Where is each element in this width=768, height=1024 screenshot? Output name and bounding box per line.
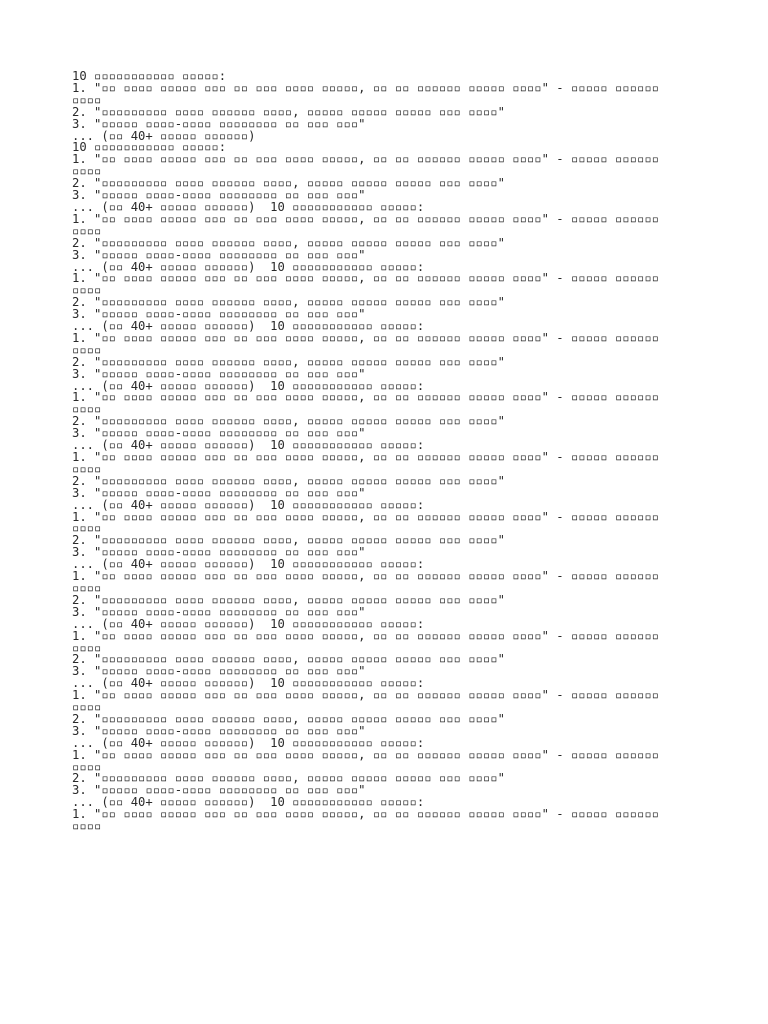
text-line: ▫▫▫▫ xyxy=(72,700,102,715)
text-line: 2. "▫▫▫▫▫▫▫▫▫ ▫▫▫▫ ▫▫▫▫▫▫ ▫▫▫▫, ▫▫▫▫▫ ▫▫▫▫▫ ▫▫▫▫▫ ▫▫▫ ▫▫▫▫" xyxy=(72,533,505,548)
text-line: ▫▫▫▫ xyxy=(72,223,102,238)
text-line: 3. "▫▫▫▫▫ ▫▫▫▫-▫▫▫▫ ▫▫▫▫▫▫▫▫ ▫▫ ▫▫▫ ▫▫▫" xyxy=(72,188,366,203)
text-line: 1. "▫▫ ▫▫▫▫ ▫▫▫▫▫ ▫▫▫ ▫▫ ▫▫▫ ▫▫▫▫ ▫▫▫▫▫, ▫▫ ▫▫ ▫▫▫▫▫▫ ▫▫▫▫▫ ▫▫▫▫" - ▫▫▫▫▫ ▫▫▫▫▫▫ xyxy=(72,747,659,762)
text-line: ▫▫▫▫ xyxy=(72,92,102,107)
text-line: 1. "▫▫ ▫▫▫▫ ▫▫▫▫▫ ▫▫▫ ▫▫ ▫▫▫ ▫▫▫▫ ▫▫▫▫▫, ▫▫ ▫▫ ▫▫▫▫▫▫ ▫▫▫▫▫ ▫▫▫▫" - ▫▫▫▫▫ ▫▫▫▫▫▫ xyxy=(72,152,659,167)
text-line: ... (▫▫ 40+ ▫▫▫▫▫ ▫▫▫▫▫▫) 10 ▫▫▫▫▫▫▫▫▫▫▫ ▫▫▫▫▫: xyxy=(72,319,425,334)
text-line: 2. "▫▫▫▫▫▫▫▫▫ ▫▫▫▫ ▫▫▫▫▫▫ ▫▫▫▫, ▫▫▫▫▫ ▫▫▫▫▫ ▫▫▫▫▫ ▫▫▫ ▫▫▫▫" xyxy=(72,771,505,786)
text-line: 2. "▫▫▫▫▫▫▫▫▫ ▫▫▫▫ ▫▫▫▫▫▫ ▫▫▫▫, ▫▫▫▫▫ ▫▫▫▫▫ ▫▫▫▫▫ ▫▫▫ ▫▫▫▫" xyxy=(72,354,505,369)
text-line: ... (▫▫ 40+ ▫▫▫▫▫ ▫▫▫▫▫▫) 10 ▫▫▫▫▫▫▫▫▫▫▫ ▫▫▫▫▫: xyxy=(72,259,425,274)
text-line: ... (▫▫ 40+ ▫▫▫▫▫ ▫▫▫▫▫▫) 10 ▫▫▫▫▫▫▫▫▫▫▫ ▫▫▫▫▫: xyxy=(72,378,425,393)
text-line: ... (▫▫ 40+ ▫▫▫▫▫ ▫▫▫▫▫▫) 10 ▫▫▫▫▫▫▫▫▫▫▫ ▫▫▫▫▫: xyxy=(72,557,425,572)
text-line: 3. "▫▫▫▫▫ ▫▫▫▫-▫▫▫▫ ▫▫▫▫▫▫▫▫ ▫▫ ▫▫▫ ▫▫▫" xyxy=(72,366,366,381)
text-line: ▫▫▫▫ xyxy=(72,819,102,834)
text-line: 1. "▫▫ ▫▫▫▫ ▫▫▫▫▫ ▫▫▫ ▫▫ ▫▫▫ ▫▫▫▫ ▫▫▫▫▫, ▫▫ ▫▫ ▫▫▫▫▫▫ ▫▫▫▫▫ ▫▫▫▫" - ▫▫▫▫▫ ▫▫▫▫▫▫ xyxy=(72,211,659,226)
text-line: ▫▫▫▫ xyxy=(72,461,102,476)
text-line: ... (▫▫ 40+ ▫▫▫▫▫ ▫▫▫▫▫▫) xyxy=(72,128,256,143)
text-line: ... (▫▫ 40+ ▫▫▫▫▫ ▫▫▫▫▫▫) 10 ▫▫▫▫▫▫▫▫▫▫▫ ▫▫▫▫▫: xyxy=(72,497,425,512)
text-line: 1. "▫▫ ▫▫▫▫ ▫▫▫▫▫ ▫▫▫ ▫▫ ▫▫▫ ▫▫▫▫ ▫▫▫▫▫, ▫▫ ▫▫ ▫▫▫▫▫▫ ▫▫▫▫▫ ▫▫▫▫" - ▫▫▫▫▫ ▫▫▫▫▫▫ xyxy=(72,509,659,524)
text-line: 3. "▫▫▫▫▫ ▫▫▫▫-▫▫▫▫ ▫▫▫▫▫▫▫▫ ▫▫ ▫▫▫ ▫▫▫" xyxy=(72,545,366,560)
text-line: ▫▫▫▫ xyxy=(72,342,102,357)
text-line: ... (▫▫ 40+ ▫▫▫▫▫ ▫▫▫▫▫▫) 10 ▫▫▫▫▫▫▫▫▫▫▫ ▫▫▫▫▫: xyxy=(72,438,425,453)
text-line: 1. "▫▫ ▫▫▫▫ ▫▫▫▫▫ ▫▫▫ ▫▫ ▫▫▫ ▫▫▫▫ ▫▫▫▫▫, ▫▫ ▫▫ ▫▫▫▫▫▫ ▫▫▫▫▫ ▫▫▫▫" - ▫▫▫▫▫ ▫▫▫▫▫▫ xyxy=(72,628,659,643)
text-line: 1. "▫▫ ▫▫▫▫ ▫▫▫▫▫ ▫▫▫ ▫▫ ▫▫▫ ▫▫▫▫ ▫▫▫▫▫, ▫▫ ▫▫ ▫▫▫▫▫▫ ▫▫▫▫▫ ▫▫▫▫" - ▫▫▫▫▫ ▫▫▫▫▫▫ xyxy=(72,390,659,405)
text-line: 3. "▫▫▫▫▫ ▫▫▫▫-▫▫▫▫ ▫▫▫▫▫▫▫▫ ▫▫ ▫▫▫ ▫▫▫" xyxy=(72,247,366,262)
text-line: ... (▫▫ 40+ ▫▫▫▫▫ ▫▫▫▫▫▫) 10 ▫▫▫▫▫▫▫▫▫▫▫ ▫▫▫▫▫: xyxy=(72,795,425,810)
text-line: 2. "▫▫▫▫▫▫▫▫▫ ▫▫▫▫ ▫▫▫▫▫▫ ▫▫▫▫, ▫▫▫▫▫ ▫▫▫▫▫ ▫▫▫▫▫ ▫▫▫ ▫▫▫▫" xyxy=(72,592,505,607)
text-line: 10 ▫▫▫▫▫▫▫▫▫▫▫ ▫▫▫▫▫: xyxy=(72,69,227,83)
text-line: 2. "▫▫▫▫▫▫▫▫▫ ▫▫▫▫ ▫▫▫▫▫▫ ▫▫▫▫, ▫▫▫▫▫ ▫▫▫▫▫ ▫▫▫▫▫ ▫▫▫ ▫▫▫▫" xyxy=(72,414,505,429)
text-line: 1. "▫▫ ▫▫▫▫ ▫▫▫▫▫ ▫▫▫ ▫▫ ▫▫▫ ▫▫▫▫ ▫▫▫▫▫, ▫▫ ▫▫ ▫▫▫▫▫▫ ▫▫▫▫▫ ▫▫▫▫" - ▫▫▫▫▫ ▫▫▫▫▫▫ xyxy=(72,271,659,286)
text-line: 1. "▫▫ ▫▫▫▫ ▫▫▫▫▫ ▫▫▫ ▫▫ ▫▫▫ ▫▫▫▫ ▫▫▫▫▫, ▫▫ ▫▫ ▫▫▫▫▫▫ ▫▫▫▫▫ ▫▫▫▫" - ▫▫▫▫▫ ▫▫▫▫▫▫ xyxy=(72,569,659,584)
text-line: ▫▫▫▫ xyxy=(72,640,102,655)
text-line: 3. "▫▫▫▫▫ ▫▫▫▫-▫▫▫▫ ▫▫▫▫▫▫▫▫ ▫▫ ▫▫▫ ▫▫▫" xyxy=(72,604,366,619)
text-line: ▫▫▫▫ xyxy=(72,759,102,774)
text-line: ... (▫▫ 40+ ▫▫▫▫▫ ▫▫▫▫▫▫) 10 ▫▫▫▫▫▫▫▫▫▫▫ ▫▫▫▫▫: xyxy=(72,199,425,214)
text-line: 3. "▫▫▫▫▫ ▫▫▫▫-▫▫▫▫ ▫▫▫▫▫▫▫▫ ▫▫ ▫▫▫ ▫▫▫" xyxy=(72,664,366,679)
text-line: 1. "▫▫ ▫▫▫▫ ▫▫▫▫▫ ▫▫▫ ▫▫ ▫▫▫ ▫▫▫▫ ▫▫▫▫▫, ▫▫ ▫▫ ▫▫▫▫▫▫ ▫▫▫▫▫ ▫▫▫▫" - ▫▫▫▫▫ ▫▫▫▫▫▫ xyxy=(72,450,659,464)
text-line: ▫▫▫▫ xyxy=(72,580,102,595)
text-line: ▫▫▫▫ xyxy=(72,402,102,417)
text-line: 3. "▫▫▫▫▫ ▫▫▫▫-▫▫▫▫ ▫▫▫▫▫▫▫▫ ▫▫ ▫▫▫ ▫▫▫" xyxy=(72,485,366,500)
text-line: 3. "▫▫▫▫▫ ▫▫▫▫-▫▫▫▫ ▫▫▫▫▫▫▫▫ ▫▫ ▫▫▫ ▫▫▫" xyxy=(72,116,366,131)
text-line: ▫▫▫▫ xyxy=(72,164,102,179)
text-line: ... (▫▫ 40+ ▫▫▫▫▫ ▫▫▫▫▫▫) 10 ▫▫▫▫▫▫▫▫▫▫▫ ▫▫▫▫▫: xyxy=(72,735,425,750)
text-line: 2. "▫▫▫▫▫▫▫▫▫ ▫▫▫▫ ▫▫▫▫▫▫ ▫▫▫▫, ▫▫▫▫▫ ▫▫▫▫▫ ▫▫▫▫▫ ▫▫▫ ▫▫▫▫" xyxy=(72,652,505,667)
text-line: 3. "▫▫▫▫▫ ▫▫▫▫-▫▫▫▫ ▫▫▫▫▫▫▫▫ ▫▫ ▫▫▫ ▫▫▫" xyxy=(72,426,366,441)
text-line: 1. "▫▫ ▫▫▫▫ ▫▫▫▫▫ ▫▫▫ ▫▫ ▫▫▫ ▫▫▫▫ ▫▫▫▫▫, ▫▫ ▫▫ ▫▫▫▫▫▫ ▫▫▫▫▫ ▫▫▫▫" - ▫▫▫▫▫ ▫▫▫▫▫▫ xyxy=(72,807,659,822)
text-line: 2. "▫▫▫▫▫▫▫▫▫ ▫▫▫▫ ▫▫▫▫▫▫ ▫▫▫▫, ▫▫▫▫▫ ▫▫▫▫▫ ▫▫▫▫▫ ▫▫▫ ▫▫▫▫" xyxy=(72,104,505,119)
text-line: 1. "▫▫ ▫▫▫▫ ▫▫▫▫▫ ▫▫▫ ▫▫ ▫▫▫ ▫▫▫▫ ▫▫▫▫▫, ▫▫ ▫▫ ▫▫▫▫▫▫ ▫▫▫▫▫ ▫▫▫▫" - ▫▫▫▫▫ ▫▫▫▫▫▫ xyxy=(72,330,659,345)
text-line: ▫▫▫▫ xyxy=(72,521,102,536)
text-line: 2. "▫▫▫▫▫▫▫▫▫ ▫▫▫▫ ▫▫▫▫▫▫ ▫▫▫▫, ▫▫▫▫▫ ▫▫▫▫▫ ▫▫▫▫▫ ▫▫▫ ▫▫▫▫" xyxy=(72,235,505,250)
text-line: 3. "▫▫▫▫▫ ▫▫▫▫-▫▫▫▫ ▫▫▫▫▫▫▫▫ ▫▫ ▫▫▫ ▫▫▫" xyxy=(72,723,366,738)
text-line: ... (▫▫ 40+ ▫▫▫▫▫ ▫▫▫▫▫▫) 10 ▫▫▫▫▫▫▫▫▫▫▫ ▫▫▫▫▫: xyxy=(72,616,425,631)
text-line: 2. "▫▫▫▫▫▫▫▫▫ ▫▫▫▫ ▫▫▫▫▫▫ ▫▫▫▫, ▫▫▫▫▫ ▫▫▫▫▫ ▫▫▫▫▫ ▫▫▫ ▫▫▫▫" xyxy=(72,711,505,726)
text-line: 2. "▫▫▫▫▫▫▫▫▫ ▫▫▫▫ ▫▫▫▫▫▫ ▫▫▫▫, ▫▫▫▫▫ ▫▫▫▫▫ ▫▫▫▫▫ ▫▫▫ ▫▫▫▫" xyxy=(72,176,505,191)
text-line: 1. "▫▫ ▫▫▫▫ ▫▫▫▫▫ ▫▫▫ ▫▫ ▫▫▫ ▫▫▫▫ ▫▫▫▫▫, ▫▫ ▫▫ ▫▫▫▫▫▫ ▫▫▫▫▫ ▫▫▫▫" - ▫▫▫▫▫ ▫▫▫▫▫▫ xyxy=(72,80,659,95)
text-line: 2. "▫▫▫▫▫▫▫▫▫ ▫▫▫▫ ▫▫▫▫▫▫ ▫▫▫▫, ▫▫▫▫▫ ▫▫▫▫▫ ▫▫▫▫▫ ▫▫▫ ▫▫▫▫" xyxy=(72,473,505,488)
text-line: 2. "▫▫▫▫▫▫▫▫▫ ▫▫▫▫ ▫▫▫▫▫▫ ▫▫▫▫, ▫▫▫▫▫ ▫▫▫▫▫ ▫▫▫▫▫ ▫▫▫ ▫▫▫▫" xyxy=(72,295,505,310)
text-line: 1. "▫▫ ▫▫▫▫ ▫▫▫▫▫ ▫▫▫ ▫▫ ▫▫▫ ▫▫▫▫ ▫▫▫▫▫, ▫▫ ▫▫ ▫▫▫▫▫▫ ▫▫▫▫▫ ▫▫▫▫" - ▫▫▫▫▫ ▫▫▫▫▫▫ xyxy=(72,688,659,703)
document-body xyxy=(72,71,708,833)
text-line: ▫▫▫▫ xyxy=(72,283,102,298)
text-line: ... (▫▫ 40+ ▫▫▫▫▫ ▫▫▫▫▫▫) 10 ▫▫▫▫▫▫▫▫▫▫▫ ▫▫▫▫▫: xyxy=(72,676,425,691)
text-line: 10 ▫▫▫▫▫▫▫▫▫▫▫ ▫▫▫▫▫: xyxy=(72,140,227,155)
text-line: 3. "▫▫▫▫▫ ▫▫▫▫-▫▫▫▫ ▫▫▫▫▫▫▫▫ ▫▫ ▫▫▫ ▫▫▫" xyxy=(72,783,366,798)
text-line: 3. "▫▫▫▫▫ ▫▫▫▫-▫▫▫▫ ▫▫▫▫▫▫▫▫ ▫▫ ▫▫▫ ▫▫▫" xyxy=(72,307,366,322)
